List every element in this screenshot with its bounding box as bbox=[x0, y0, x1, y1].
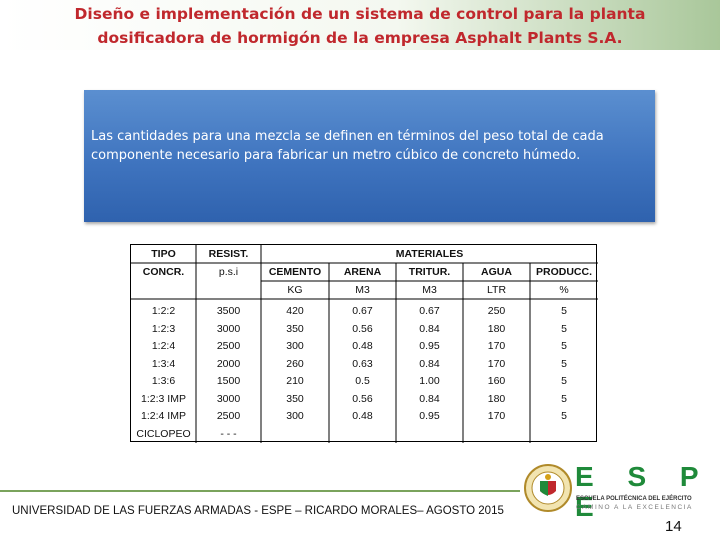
header-producc: PRODUCC. bbox=[535, 266, 592, 278]
cell-arena-row-6: 0.56 bbox=[352, 392, 373, 405]
cell-tipo-row-7: 1:2:4 IMP bbox=[141, 410, 186, 422]
cell-cemento-row-1: 420 bbox=[286, 305, 304, 317]
cell-tipo-row-4: 1:3:4 bbox=[151, 357, 176, 370]
cell-agua-row-2: 180 bbox=[487, 322, 506, 335]
cell-tritur-row-6: 0.84 bbox=[419, 392, 440, 405]
header-agua: AGUA bbox=[481, 266, 512, 278]
cell-tipo-row-8: CICLOPEO bbox=[136, 427, 191, 440]
cell-cemento-row-2: 350 bbox=[286, 322, 304, 335]
cell-tipo-row-2: 1:2:3 bbox=[151, 322, 176, 335]
cell-arena-row-3: 0.48 bbox=[352, 340, 373, 352]
footer-text: UNIVERSIDAD DE LAS FUERZAS ARMADAS - ESPE – RICARDO MORALES– AGOSTO 2015 bbox=[12, 505, 504, 517]
unit-agua: LTR bbox=[486, 284, 507, 296]
cell-cemento-row-7: 300 bbox=[286, 410, 304, 422]
intro-text: Las cantidades para una mezcla se definen en términos del peso total de cada componente necesario para fabricar un metro cúbico de concreto húmedo. bbox=[91, 129, 604, 163]
unit-producc: % bbox=[559, 284, 569, 296]
cell-arena-row-4: 0.63 bbox=[352, 357, 373, 370]
cell-agua-row-7: 170 bbox=[487, 410, 506, 422]
cell-arena-row-5: 0.5 bbox=[355, 375, 370, 387]
cell-producc-row-2: 5 bbox=[561, 322, 567, 335]
cell-tritur-row-3: 0.95 bbox=[419, 340, 440, 352]
cell-cemento-row-5: 210 bbox=[286, 375, 304, 387]
cell-resist-row-4: 2000 bbox=[216, 357, 241, 370]
header-resist: RESIST. bbox=[208, 248, 249, 260]
cell-resist-row-1: 3500 bbox=[216, 305, 241, 317]
cell-resist-row-5: 1500 bbox=[216, 375, 241, 387]
cell-arena-row-1: 0.67 bbox=[352, 305, 373, 317]
cell-resist-row-6: 3000 bbox=[216, 392, 241, 405]
page-number: 14 bbox=[665, 518, 682, 535]
espe-logo: E S P E bbox=[575, 461, 712, 522]
cell-producc-row-3: 5 bbox=[561, 340, 567, 352]
cell-tritur-row-7: 0.95 bbox=[419, 410, 440, 422]
slide-title bbox=[60, 2, 660, 50]
cell-agua-row-4: 170 bbox=[487, 357, 506, 370]
cell-resist-row-3: 2500 bbox=[216, 340, 241, 352]
header-arena: ARENA bbox=[343, 266, 382, 278]
header-concr: CONCR. bbox=[142, 266, 185, 278]
cell-cemento-row-3: 300 bbox=[286, 340, 304, 352]
cell-producc-row-7: 5 bbox=[561, 410, 567, 422]
cell-tritur-row-2: 0.84 bbox=[419, 322, 440, 335]
cell-agua-row-6: 180 bbox=[487, 392, 506, 405]
mix-table bbox=[130, 244, 597, 442]
cell-tipo-row-3: 1:2:4 bbox=[151, 340, 176, 352]
header-cemento: CEMENTO bbox=[268, 266, 322, 278]
cell-arena-row-7: 0.48 bbox=[352, 410, 373, 422]
cell-resist-row-7: 2500 bbox=[216, 410, 241, 422]
unit-cemento: KG bbox=[287, 284, 303, 296]
espe-subtitle: ESCUELA POLITÉCNICA DEL EJÉRCITO bbox=[576, 496, 692, 502]
cell-agua-row-3: 170 bbox=[487, 340, 506, 352]
cell-resist-row-2: 3000 bbox=[216, 322, 241, 335]
cell-tipo-row-6: 1:2:3 IMP bbox=[141, 392, 186, 405]
university-seal-icon bbox=[523, 463, 573, 513]
cell-tipo-row-5: 1:3:6 bbox=[151, 375, 176, 387]
unit-arena: M3 bbox=[355, 284, 370, 296]
cell-producc-row-5: 5 bbox=[561, 375, 567, 387]
slide-title-line-2: dosificadora de hormigón de la empresa Asphalt Plants S.A. bbox=[97, 29, 623, 47]
cell-tritur-row-5: 1.00 bbox=[419, 375, 440, 387]
cell-resist-row-8: - - - bbox=[220, 427, 237, 440]
footer-divider bbox=[0, 490, 520, 492]
header-materiales: MATERIALES bbox=[395, 248, 464, 260]
cell-tritur-row-1: 0.67 bbox=[419, 305, 440, 317]
unit-tritur: M3 bbox=[422, 284, 437, 296]
header-tipo: TIPO bbox=[151, 248, 176, 260]
cell-agua-row-5: 160 bbox=[487, 375, 506, 387]
cell-producc-row-6: 5 bbox=[561, 392, 567, 405]
slide-title-line-1: Diseño e implementación de un sistema de control para la planta bbox=[74, 5, 646, 23]
cell-producc-row-1: 5 bbox=[561, 305, 567, 317]
cell-tipo-row-1: 1:2:2 bbox=[151, 305, 176, 317]
espe-motto: CAMINO A LA EXCELENCIA bbox=[576, 504, 693, 511]
header-psi: p.s.i bbox=[218, 266, 239, 278]
cell-tritur-row-4: 0.84 bbox=[419, 357, 440, 370]
cell-agua-row-1: 250 bbox=[487, 305, 506, 317]
cell-arena-row-2: 0.56 bbox=[352, 322, 373, 335]
header-tritur: TRITUR. bbox=[408, 266, 451, 278]
cell-producc-row-4: 5 bbox=[561, 357, 567, 370]
cell-cemento-row-4: 260 bbox=[286, 357, 304, 370]
cell-cemento-row-6: 350 bbox=[286, 392, 304, 405]
